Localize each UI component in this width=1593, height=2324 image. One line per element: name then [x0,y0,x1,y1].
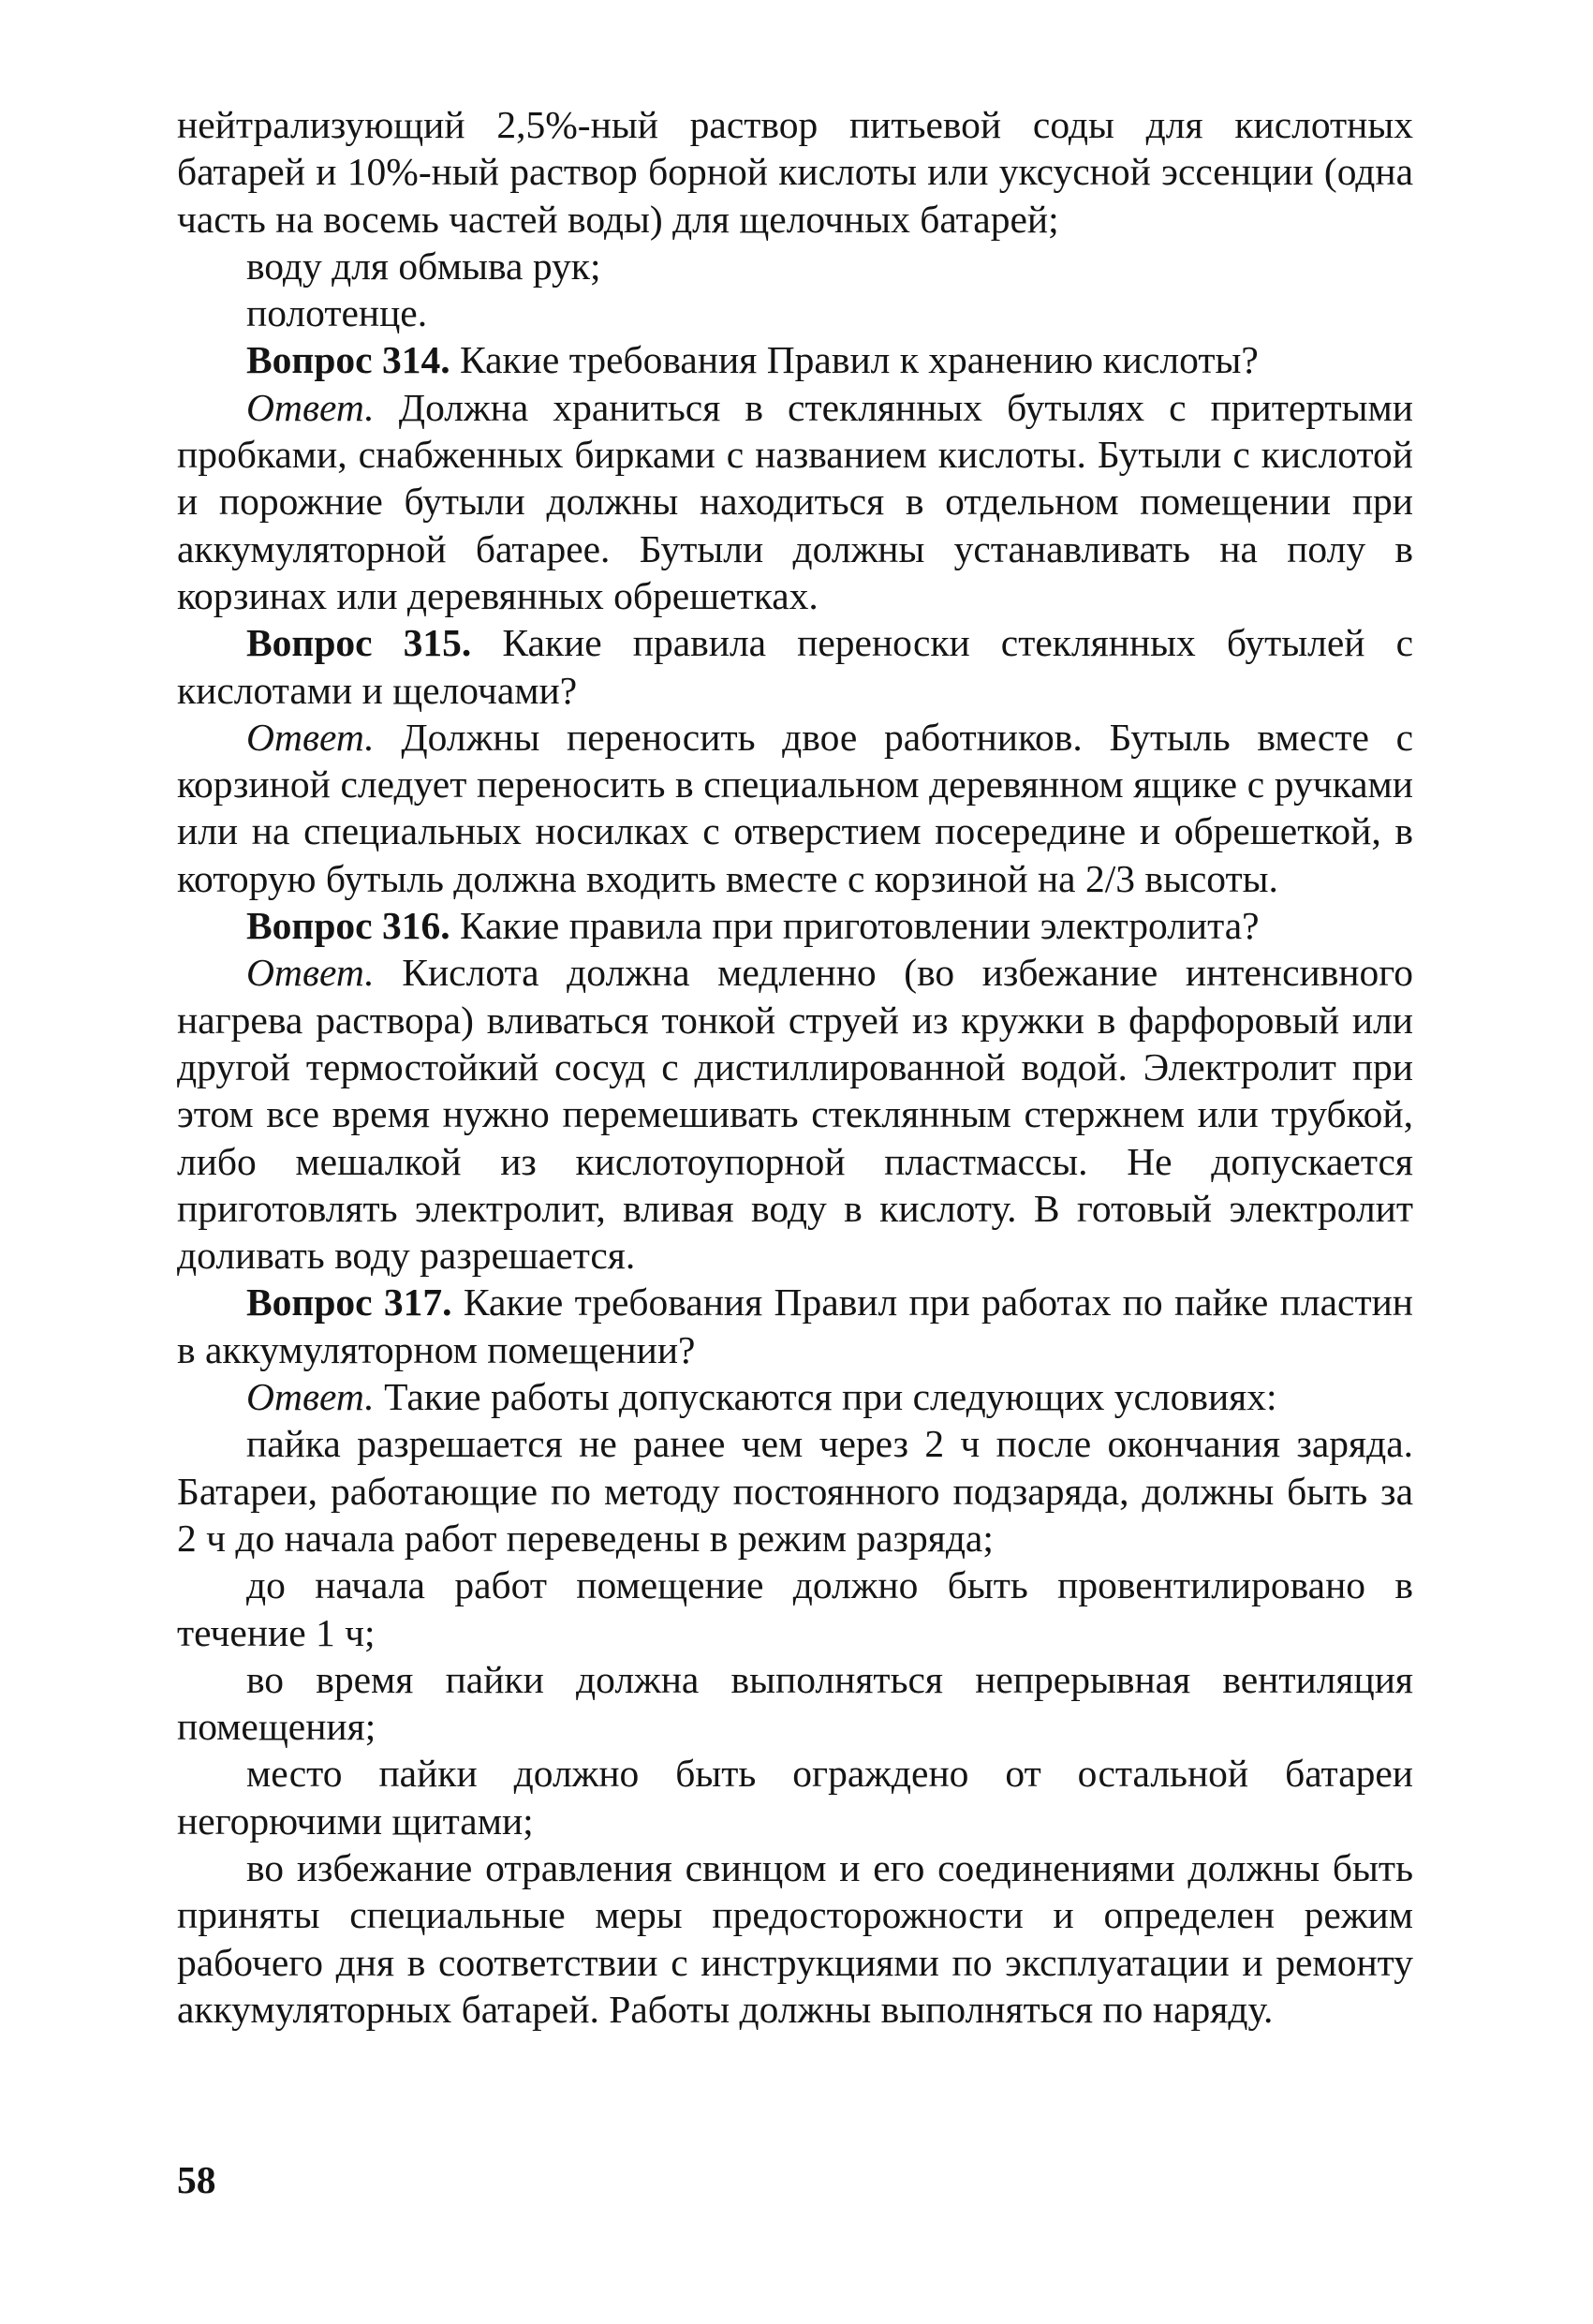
question-314 [177,336,1413,383]
intro-item-water: воду для обмыва рук; [246,244,601,288]
answer-314-label: Ответ. [246,385,375,429]
condition-item: во время пайки должна выполняться непрерывная вентиляция помещения; [177,1657,1413,1749]
question-317-text: Какие требования Правил при работах по пайке пластин в аккумуляторном помещении? [177,1280,1414,1371]
intro-item-towel: полотенце. [246,291,428,335]
question-315-text: Какие правила переноски стеклянных бутылей с кислотами и щелочами? [177,621,1413,712]
answer-315-label: Ответ. [246,715,375,759]
condition-item: до начала работ помещение должно быть провентилировано в течение 1 ч; [177,1563,1413,1654]
answer-317-text: Такие работы допускаются при следующих условиях: [374,1375,1277,1419]
question-317-label: Вопрос 317. [246,1280,452,1325]
answer-316-label: Ответ. [246,951,375,995]
condition-item: пайка разрешается не ранее чем через 2 ч после окончания заряда. Батареи, работающие по методу постоянного подзаряда, должны быть за 2 ч до начала работ переведены в режим разряда; [177,1422,1413,1560]
question-315-label: Вопрос 315. [246,621,472,665]
answer-316 [177,949,1413,1279]
answer-317-label: Ответ. [246,1375,375,1419]
question-316-label: Вопрос 316. [246,904,450,948]
answer-317 [177,1373,1413,1420]
condition-item: во избежание отравления свинцом и его соединениями должны быть приняты специальные меры предосторожности и определен режим рабочего дня в соответствии с инструкциями по эксплуатации и ремонту аккумуляторных батарей. Работы должны выполняться по наряду. [177,1845,1413,2031]
question-316-text: Какие правила при приготовлении электролита? [450,904,1260,948]
answer-316-text: Кислота должна медленно (во избежание интенсивного нагрева раствора) вливаться тонкой струей из кружки в фарфоровый или другой термостойкий сосуд с дистиллированной водой. Электролит при этом все время нужно перемешивать стеклянным стержнем или трубкой, либо мешалкой из кислотоупорной пластмассы. Не допускается приготовлять электролит, вливая воду в кислоту. В готовый электролит доливать воду разрешается. [177,951,1413,1278]
question-314-label: Вопрос 314. [246,338,450,382]
answer-314 [177,384,1413,619]
intro-item-neutralizer: нейтрализующий 2,5%-ный раствор питьевой соды для кислотных батарей и 10%-ный раствор борной кислоты или уксусной эссенции (одна часть на восемь частей воды) для щелочных батарей; [177,103,1413,241]
question-314-text: Какие требования Правил к хранению кислоты? [450,338,1259,382]
page-body [177,101,1413,2033]
answer-315 [177,714,1413,902]
question-315 [177,619,1413,714]
question-317 [177,1279,1413,1373]
page-number: 58 [177,2158,216,2201]
condition-item: место пайки должно быть ограждено от остальной батареи негорючими щитами; [177,1752,1413,1843]
question-316 [177,902,1413,949]
answer-314-text: Должна храниться в стеклянных бутылях с притертыми пробками, снабженных бирками с названием кислоты. Бутыли с кислотой и порожние бутыли должны находиться в отдельном помещении при аккумуляторной батарее. Бутыли должны устанавливать на полу в корзинах или деревянных обрешетках. [177,385,1413,617]
answer-315-text: Должны переносить двое работников. Бутыль вместе с корзиной следует переносить в специальном деревянном ящике с ручками или на специальных носилках с отверстием посередине и обрешеткой, в которую бутыль должна входить вместе с корзиной на 2/3 высоты. [177,715,1413,900]
